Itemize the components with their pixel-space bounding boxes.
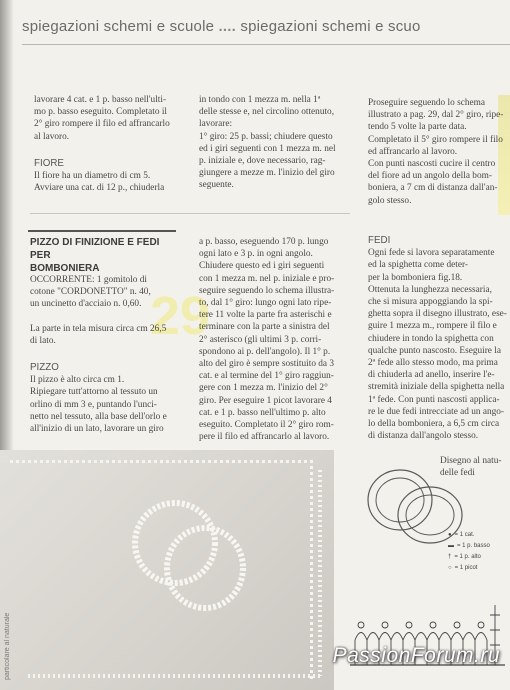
text-line: 1° giro: 25 p. bassi; chiudere questo (199, 131, 333, 142)
header-title-right: spiegazioni schemi e scuo (240, 18, 421, 35)
legend-item (448, 530, 490, 541)
diagram-label-line: Disegno al natu- (440, 456, 502, 466)
text-line: ogni lato e 3 p. in ogni angolo. (199, 249, 313, 260)
text-line: del fiore ad un angolo della bom- (368, 171, 492, 182)
section-title (30, 236, 180, 275)
text-line: lavorare: (199, 119, 233, 130)
text-line: alto del giro è sempre sostituito da 3 (199, 359, 335, 370)
text-line: eseguito. Completato il 2° giro rom- (199, 420, 334, 431)
subheading-pizzo: PIZZO (30, 362, 59, 374)
text-line: pere il filo ed affrancarlo al lavoro. (199, 432, 330, 443)
text-line: orlino di mm 3 e, puntando l'unci- (30, 399, 157, 410)
text-line: delle stesse e, nel circolino ottenuto, (199, 107, 335, 118)
text-line: che si misura appoggiando la spi- (368, 297, 493, 308)
text-line: ed i giri seguenti con 1 mezza m. nel (199, 143, 336, 154)
section-title-bar (28, 230, 176, 232)
text-line: in tondo con 1 mezza m. nella 1ª (199, 95, 321, 105)
chain-symbol-icon: ● (448, 532, 452, 538)
text-line: per la bomboniera fig.18. (368, 272, 463, 283)
text-line: chiudere in tondo la spighetta con (368, 333, 494, 344)
stitch-legend (448, 530, 490, 574)
column-3-mid (368, 232, 510, 442)
text-line: Avviare una cat. di 12 p., chiuderla (34, 183, 165, 194)
section-divider (30, 213, 350, 214)
text-line: giungere a mezze m. l'inizio del giro (199, 168, 335, 179)
text-line: tere 11 volte la parte fra asterischi e (199, 310, 332, 321)
text-line: qualche punto nascosto. Eseguire la (368, 345, 501, 356)
text-line: terminare con la parte a sinistra del (199, 322, 330, 333)
text-line: di chiuderla ad anello, inserire l'e- (368, 370, 495, 381)
column-1-top (34, 94, 184, 194)
text-line: lavorare 4 cat. e 1 p. basso nell'ulti- (34, 95, 167, 105)
text-line: Ogni fede si lavora separatamente (368, 248, 495, 259)
text-line: 2° asterisco (gli ultimi 3 p. corri- (199, 334, 322, 345)
text-line: Il fiore ha un diametro di cm 5. (34, 171, 151, 182)
header-title-left: spiegazioni schemi e scuole (22, 18, 215, 35)
text-line: Chiudere questo ed i giri seguenti (199, 261, 325, 272)
text-line: Proseguire seguendo lo schema (368, 98, 485, 108)
single-crochet-symbol-icon: ▬ (448, 543, 454, 549)
text-line: di distanza dall'angolo stesso. (368, 431, 479, 442)
text-line: cotone "CORDONETTO" n. 40, (30, 287, 151, 298)
diagram-label (440, 455, 510, 479)
text-line: 2° giro rompere il filo ed affrancarlo (34, 119, 170, 130)
text-line: boniera, a 7 cm di distanza dall'an- (368, 183, 498, 194)
legend-text: = 1 cat. (454, 532, 475, 538)
text-line: giro. Per eseguire 1 picot lavorare 4 (199, 395, 332, 406)
legend-text: = 1 picot (454, 565, 478, 571)
text-line: a p. basso, eseguendo 170 p. lungo (199, 237, 329, 247)
watermark-text: PassionForum.ru (332, 644, 500, 667)
photo-caption: particolare al naturale (4, 612, 11, 680)
text-line: cat. e 1 p. basso nell'ultimo p. alto (199, 407, 326, 418)
crochet-rings-photo (0, 450, 334, 690)
text-line: ed la spighetta come deter- (368, 260, 468, 271)
subheading-fedi: FEDI (368, 235, 391, 246)
text-line: un uncinetto d'acciaio n. 0,60. (30, 299, 142, 310)
text-line: netto nel tessuto, alla base dell'orlo e (30, 411, 167, 422)
linen-photo (0, 450, 334, 690)
section-title-line: BOMBONIERA (30, 263, 100, 274)
text-line: lo della bomboniera, a 6,5 cm circa (368, 419, 500, 430)
legend-text: = 1 p. basso (457, 543, 490, 549)
text-line: mo p. basso eseguito. Completato il (34, 107, 167, 118)
text-line: ghetta sopra il disegno illustrato, ese- (368, 309, 507, 320)
text-line: OCCORRENTE: 1 gomitolo di (30, 275, 147, 285)
legend-item (448, 563, 490, 574)
text-line: Con punti nascosti cucire il centro (368, 159, 496, 170)
text-line: seguire seguendo lo schema illustra- (199, 285, 335, 296)
picot-symbol-icon: ○ (448, 565, 452, 571)
text-line: Ripiegare tutt'attorno al tessuto un (30, 387, 158, 398)
text-line: tendo 5 volte la parte data. (368, 122, 467, 133)
text-line: La parte in tela misura circa cm 26,5 (30, 323, 167, 334)
text-line: golo stesso. (368, 195, 412, 206)
text-line: p. iniziale e, dove necessario, rag- (199, 156, 326, 167)
column-3-top (368, 97, 510, 207)
text-line: 1ª fede. Con punti nascosti applica- (368, 394, 500, 405)
text-line: gere con 1 mezza m. l'inizio del 2° (199, 383, 328, 394)
column-2-mid (199, 236, 354, 443)
text-line: 2ª fede allo stesso modo, ma prima (368, 358, 498, 369)
subheading-fiore: FIORE (34, 157, 64, 169)
text-line: to, dal 1° giro: lungo ogni lato ripe- (199, 298, 332, 309)
section-number-watermark: 29 (150, 286, 211, 346)
page-header (22, 18, 510, 35)
text-line: illustrato a pag. 29, dal 2° giro, ripe- (368, 110, 504, 121)
text-line: all'inizio di un lato, lavorare un giro (30, 424, 164, 435)
text-line: re le due fedi intrecciate ad un ango- (368, 406, 505, 417)
text-line: ed affrancarlo al lavoro. (368, 146, 458, 157)
text-line: cat. e al termine del 1° giro raggiun- (199, 371, 334, 382)
text-line: stremità iniziale della spighetta nella (368, 382, 505, 393)
text-line: al lavoro. (34, 131, 70, 142)
double-crochet-symbol-icon: † (448, 554, 452, 560)
legend-item (448, 552, 490, 563)
text-line: di lato. (30, 335, 56, 346)
text-line: seguente. (199, 180, 234, 191)
header-rule (22, 44, 510, 45)
header-dots: .... (218, 18, 237, 35)
diagram-label-line: delle fedi (440, 468, 475, 478)
column-2-top (199, 94, 349, 192)
legend-text: = 1 p. alto (454, 554, 481, 560)
text-line: guire 1 mezza m., rompere il filo e (368, 321, 497, 332)
legend-item (448, 541, 490, 552)
text-line: spondono ai p. dell'angolo). Il 1° p. (199, 346, 331, 357)
column-1-mid (30, 274, 190, 435)
text-line: Completato il 5° giro rompere il filo (368, 134, 503, 145)
section-title-line: PIZZO DI FINIZIONE E FEDI PER (30, 237, 160, 261)
text-line: Il pizzo è alto circa cm 1. (30, 375, 125, 386)
text-line: con 1 mezza m. nel p. iniziale e pro- (199, 273, 335, 284)
text-line: Ottenuta la lunghezza necessaria, (368, 284, 492, 295)
